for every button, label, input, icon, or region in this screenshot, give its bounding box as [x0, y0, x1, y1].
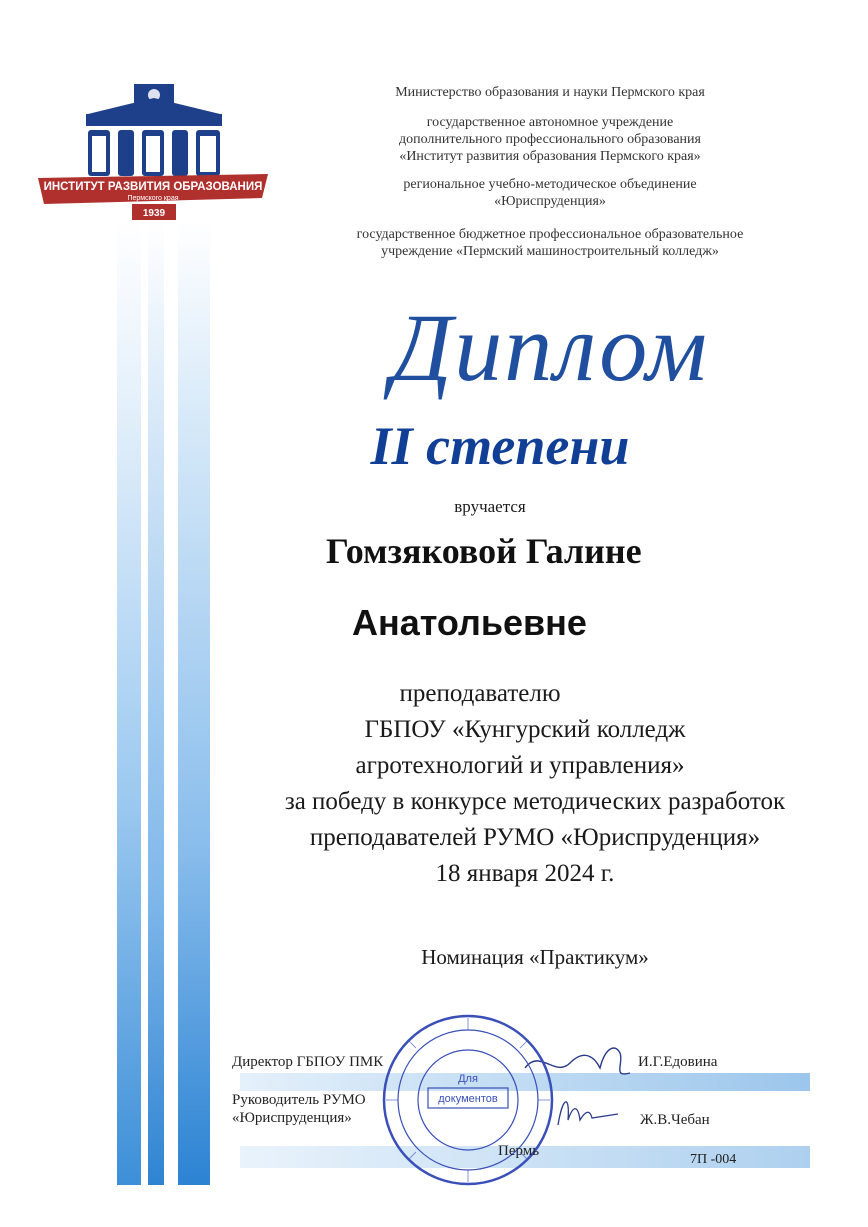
header-college: государственное бюджетное профессиональное образовательное учреждение «Пермский машиностроительный колледж»	[356, 227, 744, 259]
institute-logo	[28, 76, 278, 226]
document-number: 7П -004	[690, 1152, 737, 1167]
logo-text: ИНСТИТУТ РАЗВИТИЯ ОБРАЗОВАНИЯ	[43, 181, 263, 193]
decor-stripe	[178, 220, 210, 1185]
logo-subtext: Пермского края	[127, 195, 179, 202]
official-stamp	[378, 1010, 558, 1190]
award-description: преподавателю ГБПОУ «Кунгурский колледж агротехнологий и управления» за победу в конкурсе методических разработок преподавателей РУМО «Юриспруденция» 18 января 2024 г.	[284, 680, 786, 887]
recipient-name-line2: Анатольевне	[352, 602, 587, 643]
header-association: региональное учебно-методическое объединение «Юриспруденция»	[403, 177, 697, 209]
decor-stripe	[117, 220, 141, 1185]
director-name: И.Г.Едовина	[638, 1054, 718, 1070]
head-signature	[548, 1090, 638, 1135]
stamp-text-2: документов	[438, 1093, 498, 1105]
stamp-text-1: Для	[458, 1073, 478, 1085]
awarded-label: вручается	[454, 497, 526, 516]
head-name: Ж.В.Чебан	[640, 1112, 710, 1128]
decor-stripe	[148, 220, 164, 1185]
director-label: Директор ГБПОУ ПМК	[232, 1054, 384, 1070]
degree-title: II степени	[370, 416, 630, 476]
header-ministry: Министерство образования и науки Пермского края	[395, 85, 705, 100]
nomination: Номинация «Практикум»	[421, 945, 649, 969]
recipient-name-line1: Гомзяковой Галине	[326, 531, 642, 571]
city: Пермь	[498, 1143, 540, 1159]
logo-year: 1939	[142, 208, 166, 219]
head-label-2: «Юриспруденция»	[232, 1110, 352, 1126]
diploma-title: Диплом	[391, 294, 709, 401]
head-label-1: Руководитель РУМО	[232, 1092, 366, 1108]
header-institute: государственное автономное учреждение дополнительного профессионального образования «Институт развития образования Пермского края»	[399, 115, 701, 164]
